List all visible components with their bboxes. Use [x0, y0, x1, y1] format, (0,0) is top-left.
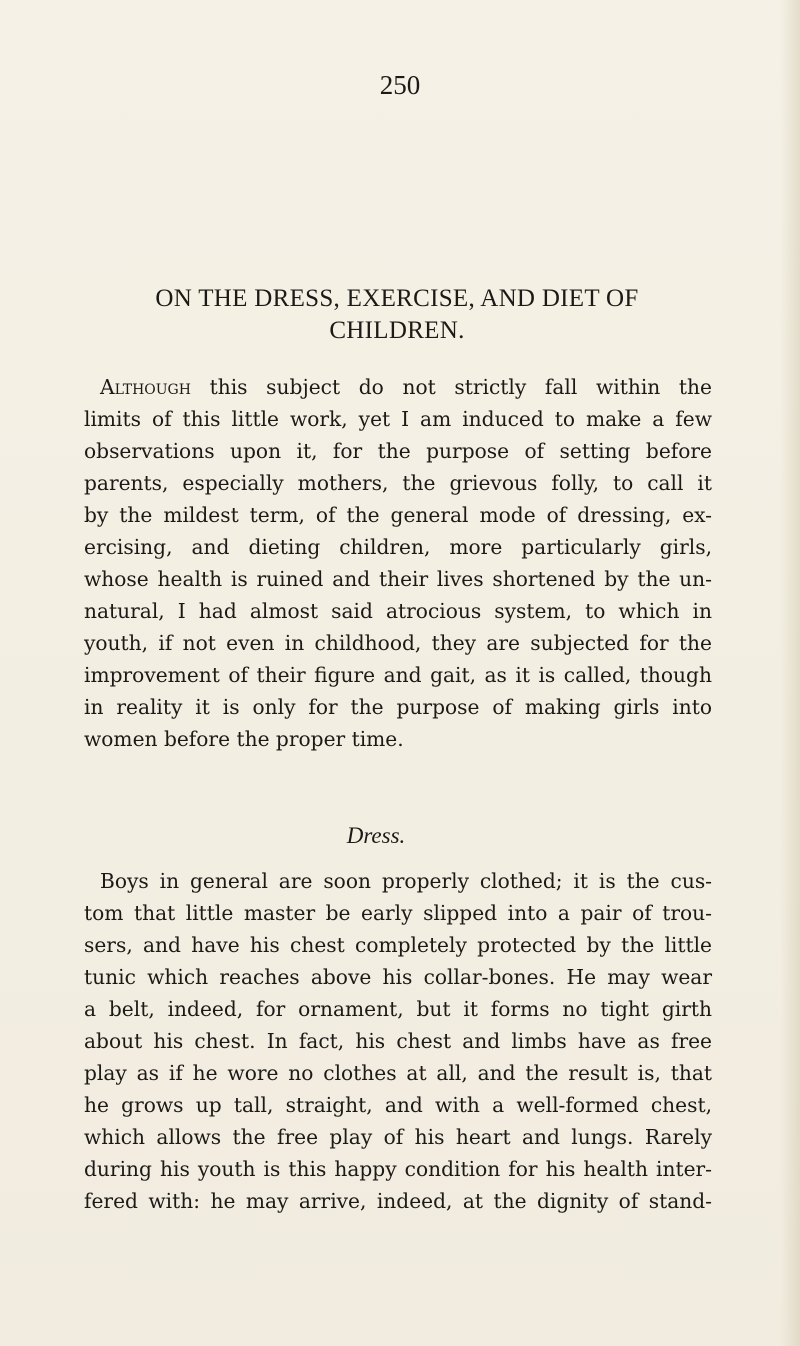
- text-line: sers, and have his chest completely protected by the little: [84, 933, 712, 957]
- text-line: tunic which reaches above his collar-bones. He may wear: [84, 965, 712, 989]
- paragraph-dress: [84, 865, 712, 1217]
- page-number: 250: [379, 70, 421, 100]
- text-line: about his chest. In fact, his chest and limbs have as free: [84, 1029, 712, 1053]
- text-line: whose health is ruined and their lives shortened by the un-: [84, 567, 712, 591]
- drop-word: Although: [100, 375, 191, 399]
- text-line: fered with: he may arrive, indeed, at the dignity of stand-: [84, 1189, 712, 1213]
- section-heading-dress: Dress.: [346, 823, 406, 848]
- text-line: in reality it is only for the purpose of making girls into: [84, 695, 712, 719]
- text-line: Boys in general are soon properly clothed; it is the cus-: [100, 869, 712, 893]
- text-line: observations upon it, for the purpose of setting before: [84, 439, 712, 463]
- text-line: by the mildest term, of the general mode of dressing, ex-: [84, 503, 712, 527]
- text-line: women before the proper time.: [84, 727, 404, 751]
- text-line: natural, I had almost said atrocious system, to which in: [84, 599, 712, 623]
- text-line: limits of this little work, yet I am induced to make a few: [84, 407, 712, 431]
- text-line: he grows up tall, straight, and with a well-formed chest,: [84, 1093, 712, 1117]
- text-line: play as if he wore no clothes at all, and the result is, that: [84, 1061, 712, 1085]
- chapter-title: [82, 283, 712, 347]
- text-line: Although this subject do not strictly fall within the: [100, 375, 712, 399]
- text-line: youth, if not even in childhood, they are subjected for the: [84, 631, 712, 655]
- text-line: improvement of their figure and gait, as it is called, though: [84, 663, 712, 687]
- text-line: which allows the free play of his heart and lungs. Rarely: [84, 1125, 712, 1149]
- chapter-title-line-1: ON THE DRESS, EXERCISE, AND DIET OF: [155, 285, 639, 312]
- text-line: a belt, indeed, for ornament, but it forms no tight girth: [84, 997, 712, 1021]
- text-line: ercising, and dieting children, more particularly girls,: [84, 535, 712, 559]
- text-line: during his youth is this happy condition for his health inter-: [84, 1157, 712, 1181]
- chapter-title-line-2: CHILDREN.: [329, 317, 465, 344]
- text-line: parents, especially mothers, the grievous folly, to call it: [84, 471, 712, 495]
- paragraph-intro: [84, 371, 712, 755]
- text-line: tom that little master be early slipped into a pair of trou-: [84, 901, 712, 925]
